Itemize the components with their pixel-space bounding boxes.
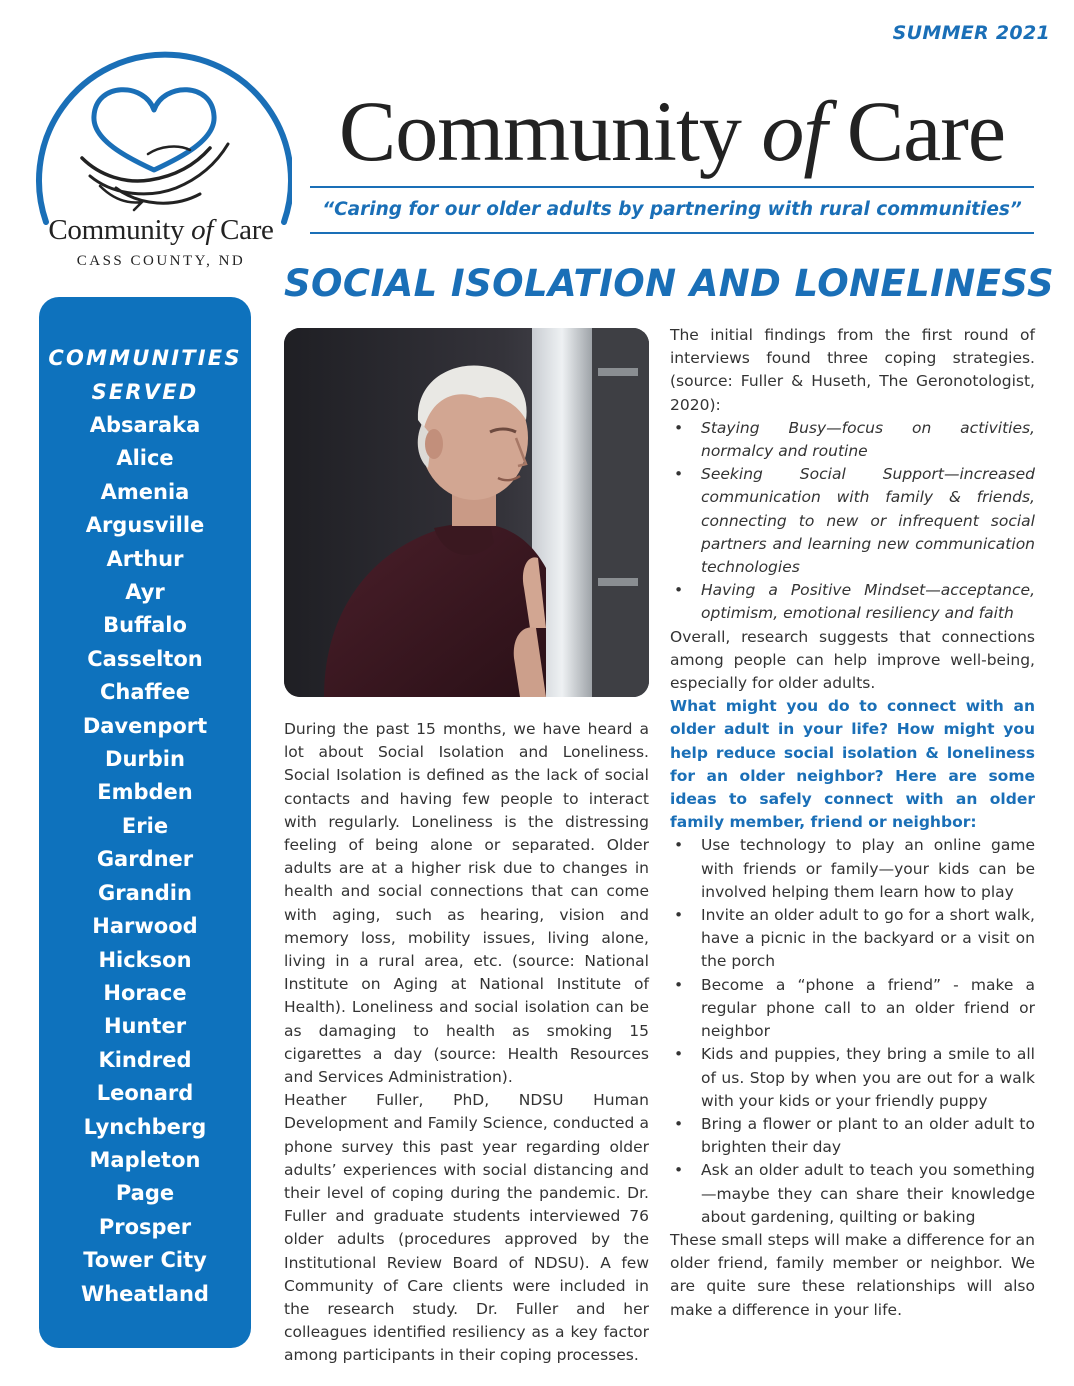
list-item: Buffalo [103,613,187,638]
list-item: • Invite an older adult to go for a short walk, have a picnic in the backyard or a visit on the porch [670,904,1035,974]
sidebar-heading: COMMUNITIES SERVED [48,346,242,404]
list-item: Leonard [96,1081,194,1106]
organization-logo [30,36,292,276]
call-to-action-question: What might you do to connect with an older adult in your life? How might you help reduce social isolation & loneliness for an older neighbor? Here are some ideas to safely connect with an older family member, friend or neighbor: [670,697,1035,832]
list-item: • Seeking Social Support—increased communication with family & friends, connecting to new or infrequent social partners and learning new communication technologies [670,463,1035,579]
article-column-right [670,324,1035,1322]
list-item: • Staying Busy—focus on activities, normalcy and routine [670,417,1035,463]
list-item: Mapleton [89,1147,201,1172]
list-item: Chaffee [99,680,191,705]
list-item: Amenia [100,479,190,504]
list-item: Hunter [103,1014,187,1039]
list-item: Hickson [98,947,192,972]
list-item: Argusville [85,513,205,538]
article-column-left [284,718,649,1368]
list-item: Davenport [82,713,208,738]
list-item: Erie [121,813,169,838]
article-headline: SOCIAL ISOLATION AND LONELINESS [284,262,1055,305]
list-item: Embden [97,780,193,805]
coping-strategies-list [670,417,1035,626]
list-item: • Become a “phone a friend” - make a regular phone call to an older friend or neighbor [670,974,1035,1044]
list-item: Durbin [105,747,185,772]
list-item: Harwood [92,914,198,939]
article-paragraph: During the past 15 months, we have heard a lot about Social Isolation and Loneliness. Social Isolation is defined as the lack of social contacts and having few people to interact with regularly. Loneliness is the distressing feeling of being alone or separated. Older adults are at a higher risk due to changes in health and social connections that can come with aging, such as hearing, vision and memory loss, mobility issues, living alone, living in a rural area, etc. (source: National Institute on Aging at National Institute of Health). Loneliness and social isolation can be as damaging to health as smoking 15 cigarettes a day (source: Health Resources and Services Administration). [284,720,649,1087]
masthead-rule-bottom [310,232,1034,234]
list-item: • Bring a flower or plant to an older adult to brighten their day [670,1113,1035,1159]
list-item: Gardner [96,847,194,872]
list-item: Lynchberg [83,1114,207,1139]
communities-sidebar [39,297,251,1348]
list-item: Kindred [98,1047,192,1072]
list-item: • Ask an older adult to teach you something—maybe they can share their knowledge about gardening, quilting or baking [670,1159,1035,1229]
logo-subtitle: CASS COUNTY, ND [76,253,246,269]
list-item: Tower City [83,1248,207,1273]
article-paragraph: Heather Fuller, PhD, NDSU Human Development and Family Science, conducted a phone survey this past year regarding older adults’ experiences with social distancing and their level of coping during the pandemic. Dr. Fuller and graduate students interviewed 76 older adults (procedures approved by the Institutional Review Board of NDSU). A few Community of Care clients were included in the research study. Dr. Fuller and her colleagues identified resiliency as a key factor among participants in their coping processes. [284,1091,649,1365]
masthead-title: Community of Care [338,83,1006,179]
logo-wordmark: Community of Care [48,214,274,246]
issue-date: SUMMER 2021 [892,22,1050,44]
article-paragraph: These small steps will make a difference for an older friend, family member or neighbor. We are quite sure these relationships will also make a difference in your life. [670,1230,1035,1319]
list-item: Casselton [87,646,203,671]
list-item: Horace [103,980,187,1005]
list-item: Ayr [125,580,165,605]
list-item: Absaraka [89,413,201,437]
masthead-rule-top [310,186,1034,188]
list-item: • Kids and puppies, they bring a smile to all of us. Stop by when you are out for a walk with your kids or your friendly puppy [670,1043,1035,1113]
article-paragraph: The initial findings from the first round of interviews found three coping strategies. (source: Fuller & Huseth, The Geronotologist, 2020): [670,326,1035,414]
masthead-tagline: “Caring for our older adults by partnering with rural communities” [322,199,1022,220]
list-item: Arthur [106,546,184,571]
list-item: Wheatland [81,1281,209,1306]
photo-older-man-at-window [284,328,649,697]
article-paragraph: Overall, research suggests that connections among people can help improve well-being, especially for older adults. [670,627,1035,693]
list-item: Alice [116,446,174,471]
ideas-list [670,834,1035,1228]
list-item: • Use technology to play an online game with friends or family—your kids can be involved helping them learn how to play [670,834,1035,904]
list-item: • Having a Positive Mindset—acceptance, optimism, emotional resiliency and faith [670,579,1035,625]
list-item: Prosper [98,1214,192,1239]
list-item: Grandin [98,880,192,905]
community-list [39,409,251,1311]
list-item: Page [115,1181,175,1206]
